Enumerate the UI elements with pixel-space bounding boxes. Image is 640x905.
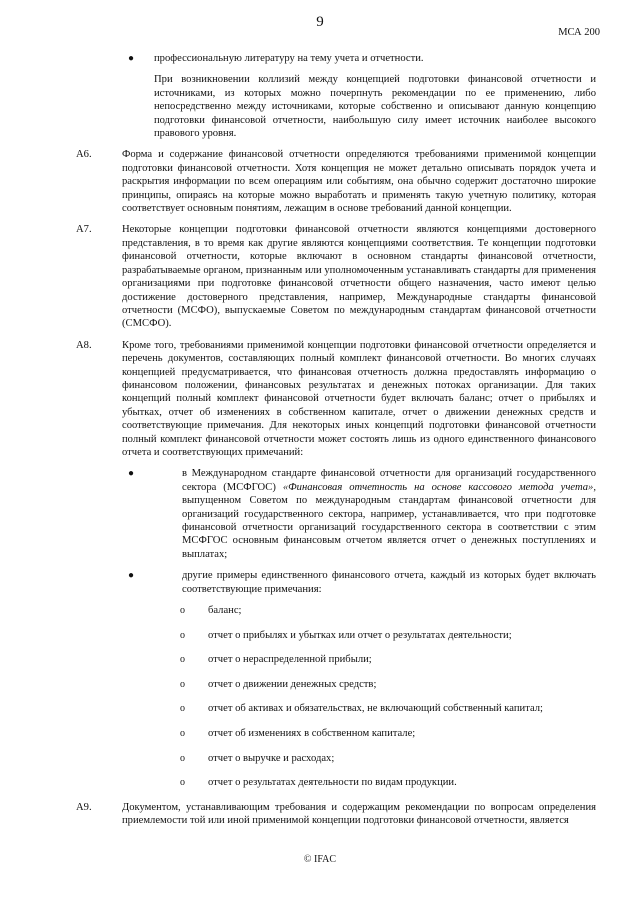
sub-list-item-text: отчет о прибылях и убытках или отчет о результатах деятельности; [208, 629, 512, 641]
paragraph-a8 [76, 339, 596, 460]
paragraph-text: При возникновении коллизий между концепцией подготовки финансовой отчетности и источниками, из которых можно почерпнуть рекомендации по ее применению, либо непосредственно между источниками, которые собственно и описывают данную концепцию подготовки финансовой отчетности, наибольшую силу имеет источник наиболее высокого правового уровня. [154, 74, 596, 140]
sub-list-item-text: отчет о выручке и расходах; [208, 752, 335, 764]
sub-list-item-text: баланс; [208, 605, 242, 617]
circle-bullet-icon: o [180, 605, 185, 617]
sub-list-item-text: отчет о нераспределенной прибыли; [208, 654, 372, 666]
paragraph-a6 [76, 148, 596, 215]
circle-bullet-icon: o [180, 678, 185, 690]
list-item-text: другие примеры единственного финансового отчета, каждый из которых будет включать соответствующие примечания: [182, 570, 596, 595]
sub-list-item-text: отчет об изменениях в собственном капитале; [208, 728, 416, 739]
sub-list-item [154, 752, 596, 765]
list-item-text: профессиональную литературу на тему учета и отчетности. [154, 53, 424, 64]
circle-bullet-icon: o [180, 728, 185, 739]
sub-list-item-text: отчет о результатах деятельности по видам продукции. [208, 777, 457, 789]
standard-title: «Финансовая отчетность на основе кассового метода учета» [282, 481, 594, 493]
circle-bullet-icon: o [180, 752, 185, 764]
document-body [76, 52, 596, 836]
paragraph-text: Некоторые концепции подготовки финансовой отчетности являются концепциями достоверного представления, в то время как другие являются концепциями соответствия. Те концепции подготовки финансовой отчетности, которые включают в основном стандарты финансовой отчетности, разрабатываемые органом, признанным или уполномоченным устанавливать стандарты для применения организациями при подготовке финансовой отчетности общего назначения, часто имеют целью достижение достоверного представления, например, Международные стандарты финансовой отчетности (МСФО), выпускаемые Советом по международным стандартам финансовой отчетности (СМСФО). [122, 224, 596, 330]
list-item [122, 52, 596, 65]
paragraph-number: А8. [76, 339, 92, 351]
sub-list-item [154, 702, 596, 715]
paragraph-text: Кроме того, требованиями применимой концепции подготовки финансовой отчетности определяется и перечень документов, составляющих полный комплект финансовой отчетности. Во многих случаях концепцией предусматривается, что финансовая отчетность должна предоставлять информацию о финансовом положении, финансовых результатах и денежных потоках организации. Для таких концепций полный комплект финансовой отчетности будет включать баланс; отчет о прибылях и убытках, отчет об изменениях в собственном капитале, отчет о движении денежных средств и соответствующие примечания. Для некоторых иных концепций подготовки финансовой отчетности полный комплект финансовой отчетности может состоять лишь из одного единственного финансового отчета и соответствующих примечаний: [122, 339, 596, 458]
sub-list-item [154, 776, 596, 789]
list-item-text: в Международном стандарте финансовой отчетности для организаций государственного сектора (МСФГОС) [182, 468, 596, 493]
paragraph-a9 [76, 801, 596, 828]
paragraph [122, 73, 596, 140]
standard-code: МСА 200 [558, 27, 600, 38]
bullet-icon: ● [128, 53, 135, 64]
circle-bullet-icon: o [180, 777, 185, 789]
paragraph-text: Документом, устанавливающим требования и содержащим рекомендации по вопросам определения приемлемости той или иной применимой концепции подготовки финансовой отчетности, является [122, 801, 596, 827]
bullet-icon: ● [128, 468, 135, 480]
paragraph-number: А7. [76, 224, 92, 236]
sub-list-item [154, 653, 596, 666]
sub-list-item [154, 604, 596, 617]
sub-list [154, 604, 596, 790]
paragraph-text: Форма и содержание финансовой отчетности определяются требованиями применимой концепции подготовки финансовой отчетности. Хотя концепция не может детально описывать порядок учета и раскрытия информации по всем операциям или событиям, она обычно содержит достаточно широкие принципы, опираясь на которые можно выработать и применять такую учетную политику, которая соответствует основным понятиям, лежащим в основе требований данной концепции. [122, 149, 596, 215]
page-number: 9 [316, 14, 324, 30]
sub-list-item [154, 678, 596, 691]
list-item [128, 569, 596, 596]
sub-list-item [154, 727, 596, 740]
paragraph-a7 [76, 223, 596, 330]
paragraph-number: А9. [76, 801, 92, 813]
sub-list-item-text: отчет об активах и обязательствах, не включающий собственный капитал; [208, 703, 543, 715]
list-item [128, 467, 596, 561]
paragraph-number: А6. [76, 149, 92, 161]
bullet-icon: ● [128, 570, 135, 582]
sub-list-item-text: отчет о движении денежных средств; [208, 678, 377, 690]
circle-bullet-icon: o [180, 654, 185, 666]
list-item-text: , выпущенном Советом по международным стандартам финансовой отчетности для организаций государственного сектора, например, устанавливается, что при подготовке финансовой отчетности организаций государственного сектора в соответствии с этим МСФГОС основным финансовым отчетом является отчет о денежных поступлениях и выплатах; [182, 481, 596, 560]
sub-list-item [154, 629, 596, 642]
circle-bullet-icon: o [180, 703, 185, 715]
circle-bullet-icon: o [180, 629, 185, 641]
copyright-footer: © IFAC [303, 854, 337, 865]
